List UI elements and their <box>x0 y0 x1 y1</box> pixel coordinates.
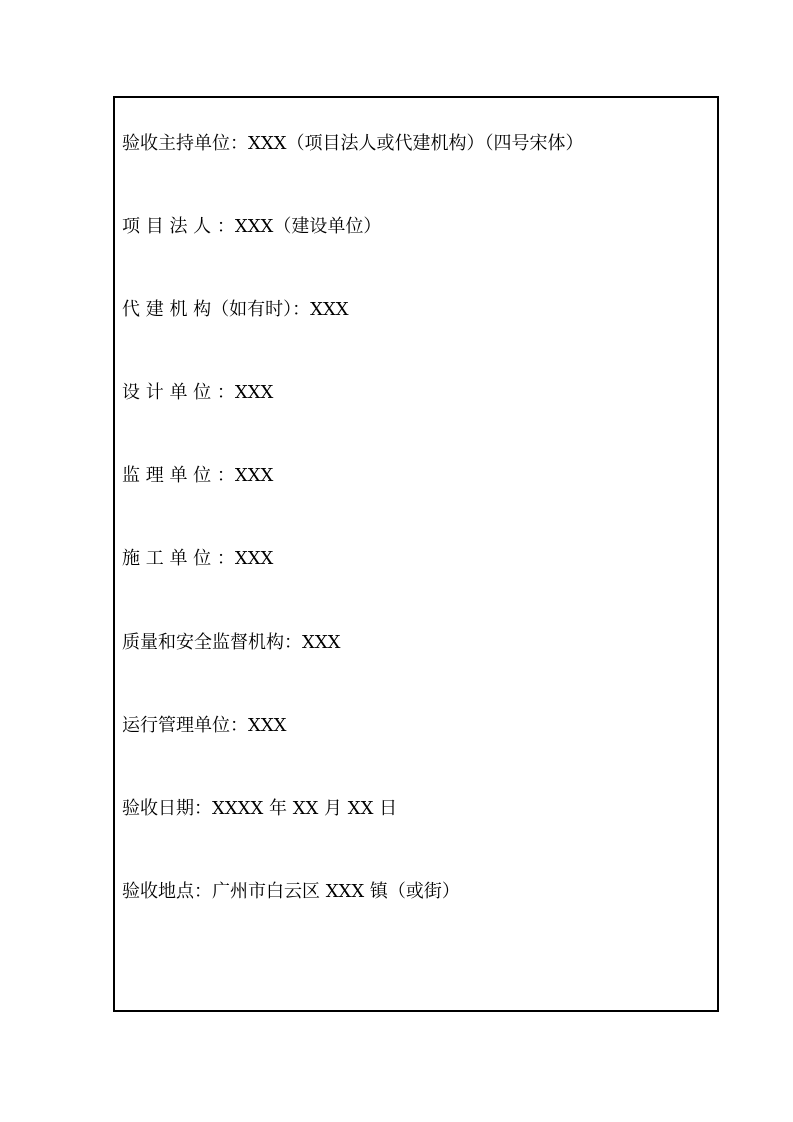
host-unit-value: XXX（项目法人或代建机构）（四号宋体） <box>248 133 584 154</box>
quality-safety-supervision-label: 质量和安全监督机构： <box>122 632 302 653</box>
construction-unit-value: XXX <box>234 548 274 569</box>
host-unit-line <box>122 133 583 155</box>
design-unit-value: XXX <box>234 382 274 403</box>
acceptance-info-box <box>113 96 719 1012</box>
design-unit-label: 设 计 单 位 ： <box>122 382 235 403</box>
acceptance-date-label: 验收日期： <box>122 798 212 819</box>
acceptance-date-line <box>122 798 397 820</box>
construction-unit-label: 施 工 单 位 ： <box>122 548 235 569</box>
acceptance-location-label: 验收地点： <box>122 881 212 902</box>
project-legal-person-label: 项 目 法 人 ： <box>122 216 235 237</box>
operation-management-value: XXX <box>248 715 287 736</box>
supervision-unit-value: XXX <box>234 465 274 486</box>
supervision-unit-label: 监 理 单 位 ： <box>122 465 235 486</box>
agent-construction-value: XXX <box>310 299 349 320</box>
quality-safety-supervision-value: XXX <box>302 632 341 653</box>
construction-unit-line <box>122 548 273 570</box>
host-unit-label: 验收主持单位： <box>122 133 248 154</box>
operation-management-label: 运行管理单位： <box>122 715 248 736</box>
acceptance-location-value: 广州市白云区 XXX 镇（或街） <box>212 881 460 902</box>
agent-construction-label: 代 建 机 构（如有时）： <box>122 299 311 320</box>
project-legal-person-value: XXX（建设单位） <box>234 216 382 237</box>
project-legal-person-line <box>122 216 381 238</box>
quality-safety-supervision-line <box>122 632 340 654</box>
supervision-unit-line <box>122 465 273 487</box>
agent-construction-line <box>122 299 349 321</box>
operation-management-line <box>122 715 286 737</box>
acceptance-location-line <box>122 881 460 903</box>
acceptance-date-value: XXXX 年 XX 月 XX 日 <box>212 798 398 819</box>
design-unit-line <box>122 382 273 404</box>
